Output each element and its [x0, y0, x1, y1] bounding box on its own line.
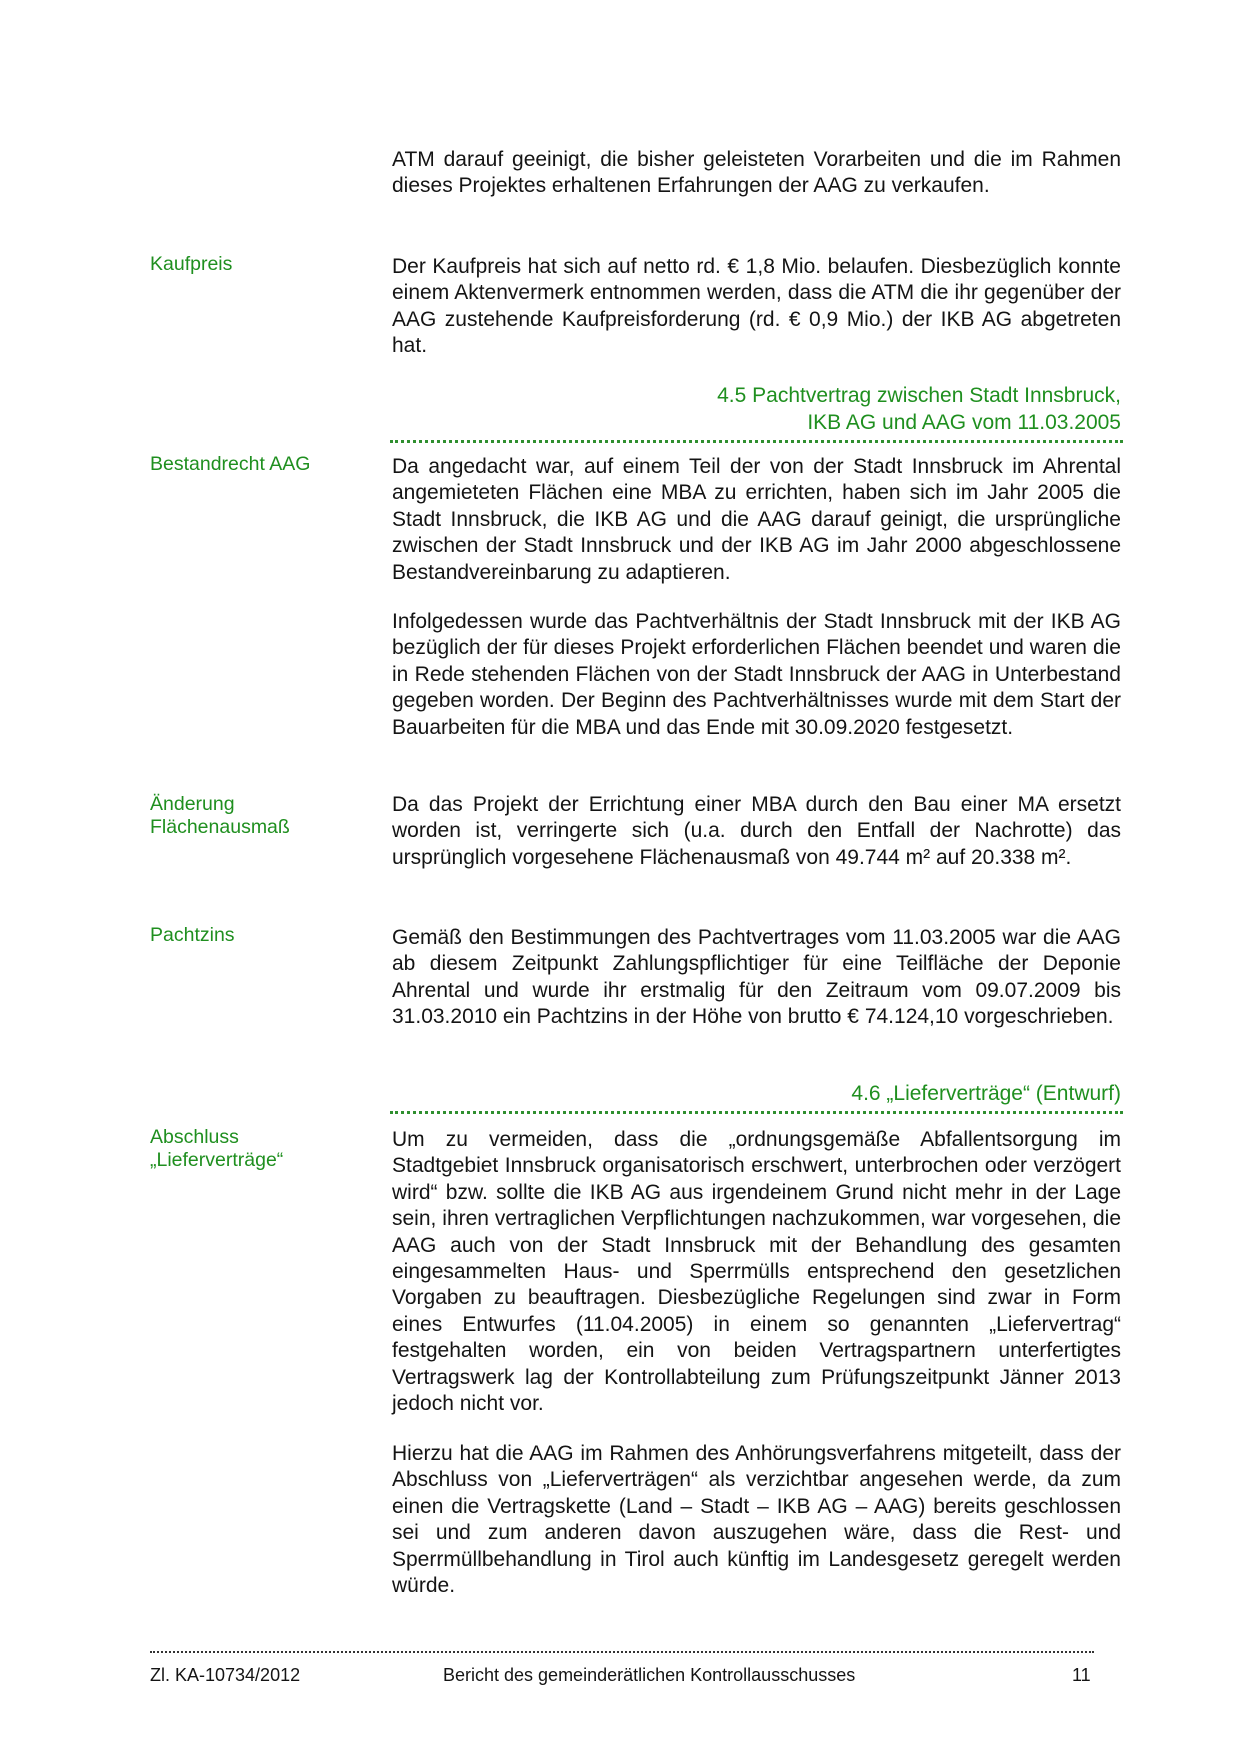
margin-note-abschluss-line1: Abschluss — [150, 1126, 239, 1148]
section-rule-4-6 — [390, 1111, 1123, 1114]
footer-rule — [150, 1651, 1094, 1653]
section-heading-4-5-line2: IKB AG und AAG vom 11.03.2005 — [807, 411, 1121, 434]
paragraph-kaufpreis: Der Kaufpreis hat sich auf netto rd. € 1,8 Mio. belaufen. Diesbezüglich konnte einem Aktenvermerk entnommen werden, dass die ATM die ihr gegenüber der AAG zustehende Kaufpreisforderung (rd. € 0,9 Mio.) der IKB AG abgetreten hat. — [392, 255, 1121, 358]
paragraph-pachtzins: Gemäß den Bestimmungen des Pachtvertrages vom 11.03.2005 war die AAG ab diesem Zeitpunkt Zahlungspflichtiger für eine Teilfläche der Deponie Ahrental und wurde ihr erstmalig für den Zeitraum vom 09.07.2009 bis 31.03.2010 ein Pachtzins in der Höhe von brutto € 74.124,10 vorgeschrieben. — [392, 926, 1121, 1029]
margin-note-kaufpreis: Kaufpreis — [150, 253, 233, 275]
paragraph-pachtverhaeltnis: Infolgedessen wurde das Pachtverhältnis der Stadt Innsbruck mit der IKB AG bezüglich der für dieses Projekt erforderlichen Flächen beendet und waren die in Rede stehenden Flächen von der Stadt Innsbruck der AAG in Unterbestand gegeben worden. Der Beginn des Pachtverhältnisses wurde mit dem Start der Bauarbeiten für die MBA und das Ende mit 30.09.2020 festgesetzt. — [392, 610, 1121, 739]
section-heading-4-5-line1: 4.5 Pachtvertrag zwischen Stadt Innsbruck, — [717, 384, 1121, 407]
paragraph-liefervertraege: Um zu vermeiden, dass die „ordnungsgemäße Abfallentsorgung im Stadtgebiet Innsbruck organisatorisch erschwert, unterbrochen oder verzögert wird“ bzw. sollte die IKB AG aus irgendeinem Grund nicht mehr in der Lage sein, ihren vertraglichen Verpflichtungen nachzukommen, war vorgesehen, die AAG auch von der Stadt Innsbruck mit der Behandlung des gesamten eingesammelten Haus- und Sperrmülls entsprechend den gesetzlichen Vorgaben zu beauftragen. Diesbezügliche Regelungen sind zwar in Form eines Entwurfes (11.04.2005) in einem so genannten „Liefervertrag“ festgehalten worden, ein von beiden Vertragspartnern unterfertigtes Vertragswerk lag der Kontrollabteilung zum Prüfungszeitpunkt Jänner 2013 jedoch nicht vor. — [392, 1128, 1121, 1416]
paragraph-intro: ATM darauf geeinigt, die bisher geleisteten Vorarbeiten und die im Rahmen dieses Projektes erhaltenen Erfahrungen der AAG zu verkaufen. — [392, 148, 1121, 198]
section-heading-4-6: 4.6 „Lieferverträge“ (Entwurf) — [851, 1082, 1121, 1105]
section-rule-4-5 — [390, 440, 1123, 443]
footer-page-number: 11 — [1072, 1665, 1091, 1685]
margin-note-aenderung-line1: Änderung — [150, 793, 235, 815]
margin-note-abschluss-line2: „Lieferverträge“ — [150, 1149, 284, 1171]
margin-note-aenderung-line2: Flächenausmaß — [150, 816, 290, 838]
paragraph-flaechenausmass: Da das Projekt der Errichtung einer MBA durch den Bau einer MA ersetzt worden ist, verringerte sich (u.a. durch den Entfall der Nachrotte) das ursprünglich vorgesehene Flächenausmaß von 49.744 m² auf 20.338 m². — [392, 793, 1121, 869]
paragraph-anhoerung: Hierzu hat die AAG im Rahmen des Anhörungsverfahrens mitgeteilt, dass der Abschluss von „Lieferverträgen“ als verzichtbar angesehen werde, da zum einen die Vertragskette (Land – Stadt – IKB AG – AAG) bereits geschlossen sei und zum anderen davon auszugehen wäre, dass die Rest- und Sperrmüllbehandlung in Tirol auch künftig im Landesgesetz geregelt werden würde. — [392, 1442, 1121, 1598]
margin-note-bestandrecht: Bestandrecht AAG — [150, 453, 311, 475]
footer-reference: Zl. KA-10734/2012 — [150, 1665, 301, 1685]
footer-title: Bericht des gemeinderätlichen Kontrollausschusses — [443, 1665, 856, 1685]
margin-note-pachtzins: Pachtzins — [150, 924, 235, 946]
paragraph-bestandrecht: Da angedacht war, auf einem Teil der von der Stadt Innsbruck im Ahrental angemieteten Flächen eine MBA zu errichten, haben sich im Jahr 2005 die Stadt Innsbruck, die IKB AG und die AAG darauf geinigt, die ursprüngliche zwischen der Stadt Innsbruck und der IKB AG im Jahr 2000 abgeschlossene Bestandvereinbarung zu adaptieren. — [392, 455, 1121, 584]
